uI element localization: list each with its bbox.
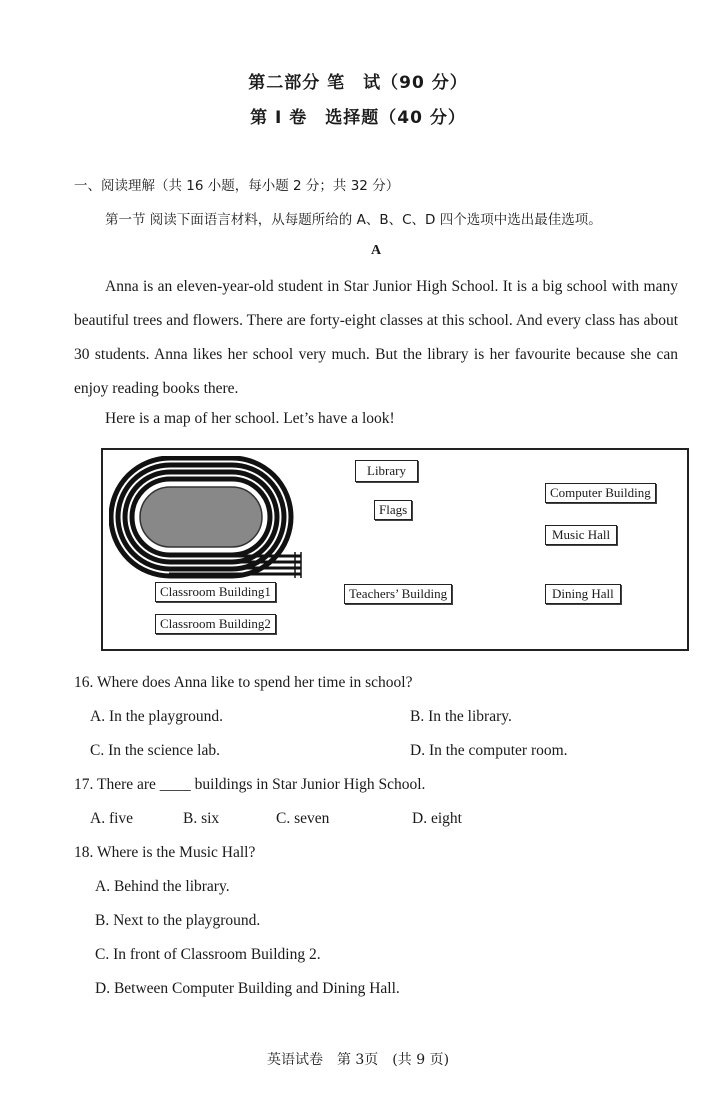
playground-track-icon xyxy=(109,456,309,584)
question-16-option-a: A. In the playground. xyxy=(90,708,224,725)
map-label-classroom-building-2: Classroom Building2 xyxy=(155,614,276,634)
map-intro: Here is a map of her school. Let’s have a look! xyxy=(105,410,395,427)
question-17-option-b: B. six xyxy=(183,810,220,827)
school-map xyxy=(101,448,689,651)
map-label-music-hall: Music Hall xyxy=(545,525,617,545)
map-label-teachers-building: Teachers’ Building xyxy=(344,584,452,604)
question-17: 17. There are ____ buildings in Star Junior High School. xyxy=(74,776,426,793)
map-label-library: Library xyxy=(355,460,418,482)
question-17-option-a: A. five xyxy=(90,810,134,827)
question-18-option-a: A. Behind the library. xyxy=(95,878,230,895)
question-16-option-d: D. In the computer room. xyxy=(410,742,568,759)
passage-label: A xyxy=(370,243,382,258)
map-label-flags: Flags xyxy=(374,500,412,520)
map-label-classroom-building-1: Classroom Building1 xyxy=(155,582,276,602)
section-heading: 一、阅读理解（共 16 小题，每小题 2 分；共 32 分） xyxy=(74,178,400,194)
question-16: 16. Where does Anna like to spend her time in school? xyxy=(74,674,413,691)
question-18-option-b: B. Next to the playground. xyxy=(95,912,261,929)
question-18-option-c: C. In front of Classroom Building 2. xyxy=(95,946,321,963)
question-17-option-d: D. eight xyxy=(412,810,462,827)
map-label-computer-building: Computer Building xyxy=(545,483,656,503)
passage-text: Anna is an eleven-year-old student in Star Junior High School. It is a big school with many beautiful trees and flowers. There are forty-eight classes at this school. And every class has about 30 students. Anna likes her school very much. But the library is her favourite because she can enjoy reading books there. xyxy=(74,278,678,397)
volume-title: 第 Ⅰ 卷 选择题（40 分） xyxy=(250,108,466,128)
page-footer: 英语试卷 第 3页 (共 9 页) xyxy=(266,1052,450,1068)
question-18: 18. Where is the Music Hall? xyxy=(74,844,256,861)
question-16-option-b: B. In the library. xyxy=(410,708,512,725)
part-title: 第二部分 笔 试（90 分） xyxy=(248,73,468,93)
question-18-option-d: D. Between Computer Building and Dining Hall. xyxy=(95,980,400,997)
map-label-dining-hall: Dining Hall xyxy=(545,584,621,604)
section-instruction: 第一节 阅读下面语言材料，从每题所给的 A、B、C、D 四个选项中选出最佳选项。 xyxy=(105,212,602,228)
question-17-option-c: C. seven xyxy=(276,810,330,827)
question-16-option-c: C. In the science lab. xyxy=(90,742,220,759)
